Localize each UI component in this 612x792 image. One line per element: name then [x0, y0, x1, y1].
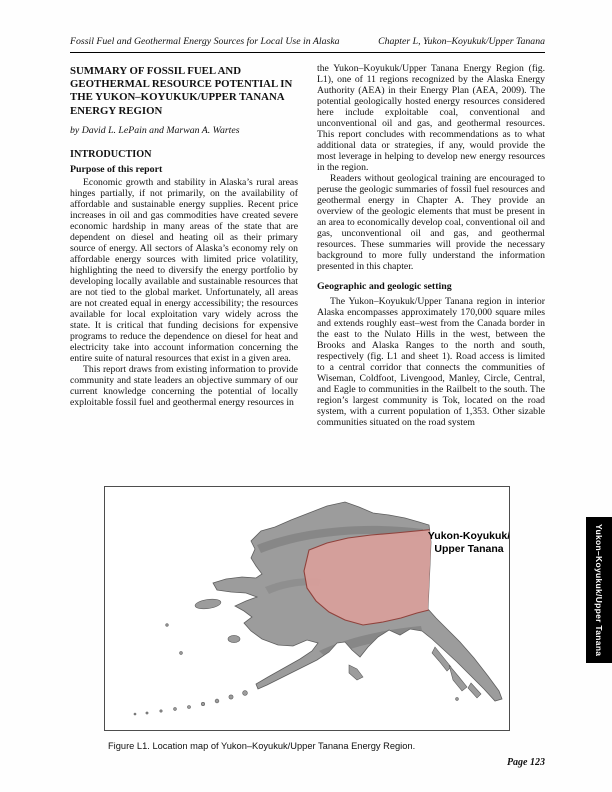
figure-caption: Figure L1. Location map of Yukon–Koyukuk/Upper Tanana Energy Region.	[108, 741, 416, 751]
running-head-right: Chapter L, Yukon–Koyukuk/Upper Tanana	[378, 36, 545, 47]
chapter-side-tab-label: Yukon–Koyukuk/Upper Tanana	[594, 523, 604, 657]
map-region-label-line1: Yukon-Koyukuk/	[427, 530, 509, 542]
alaska-map-svg	[105, 487, 509, 730]
chapter-side-tab	[586, 517, 612, 663]
body-paragraph: The Yukon–Koyukuk/Upper Tanana region in interior Alaska encompasses approximately 170,000 square miles and extends roughly east–west from the Canada border in the east to the Nulato Hills in the west, between the Brooks and Alaska Ranges to the north and south, respectively (fig. L1 and sheet 1). Road access is limited to a central corridor that connects the communities of Wiseman, Coldfoot, Livengood, Manley, Circle, Central, and Eagle to communities in the Railbelt to the south. The region’s largest community is Tok, located on the road system, with a current population of 1,353. Other sizable communities situated on the road system	[317, 296, 545, 428]
introduction-heading: INTRODUCTION	[70, 148, 152, 160]
body-paragraph: the Yukon–Koyukuk/Upper Tanana Energy Region (fig. L1), one of 11 regions recognized by the Alaska Energy Authority (AEA) in their Energy Plan (AEA, 2009). The potential geologically hosted energy resources considered here include exploitable coal, conventional and unconventional oil and gas, and geothermal resources. This report concludes with recommendations as to what additional data or strategies, if any, would provide the most leverage in helping to develop new energy resources in the region.	[317, 63, 545, 173]
kodiak-island	[349, 665, 363, 680]
header-rule	[70, 52, 545, 53]
figure-l1-map	[104, 486, 510, 731]
running-head-left: Fossil Fuel and Geothermal Energy Sources for Local Use in Alaska	[70, 36, 340, 47]
byline: by David L. LePain and Marwan A. Wartes	[70, 124, 240, 136]
geographic-setting-heading: Geographic and geologic setting	[317, 281, 452, 292]
purpose-heading: Purpose of this report	[70, 163, 163, 175]
nunivak-island	[228, 635, 240, 642]
right-column	[317, 63, 545, 428]
running-head	[70, 36, 545, 47]
article-title: SUMMARY OF FOSSIL FUEL AND GEOTHERMAL RESOURCE POTENTIAL IN THE YUKON–KOYUKUK/UPPER TANANA ENERGY REGION	[70, 65, 293, 117]
body-paragraph: This report draws from existing information to provide community and state leaders an objective summary of our current knowledge concerning the potential of locally exploitable fossil fuel and geothermal energy resources in	[70, 363, 298, 408]
body-paragraph: Readers without geological training are encouraged to peruse the geologic summaries of fossil fuel resources and geothermal energy in Chapter A. They provide an overview of the geologic elements that must be present in an area to economically develop coal, conventional oil and gas, unconventional oil and gas, and geothermal resources. These summaries will provide the necessary background to more fully understand the information presented in this chapter.	[317, 173, 545, 272]
map-region-label-line2: Upper Tanana	[434, 543, 504, 555]
left-column	[70, 63, 298, 408]
page-number: Page 123	[506, 757, 545, 768]
body-paragraph: Economic growth and stability in Alaska’s rural areas hinges partially, if not primarily, on the availability of affordable and sustainable energy supplies. Recent price increases in oil and gas commodities have created severe economic hardship in many areas of the state that are dependent on diesel and heating oil as their primary source of energy. All sectors of Alaska’s economy rely on affordable energy sources with limited price volatility, highlighting the need to diversify the energy portfolio by developing locally available and sustainable resources that are not tied to the global market. Unfortunately, all areas are not created equal in energy accessibility; the resources available for local exploitation vary widely across the state. It is critical that funding decisions for expensive programs to reduce the dependence on diesel for heat and electricity take into account information concerning the entire suite of natural resources that exist in a given area.	[70, 176, 298, 364]
st-lawrence-island	[195, 598, 222, 611]
aleutian-islands	[134, 691, 247, 715]
